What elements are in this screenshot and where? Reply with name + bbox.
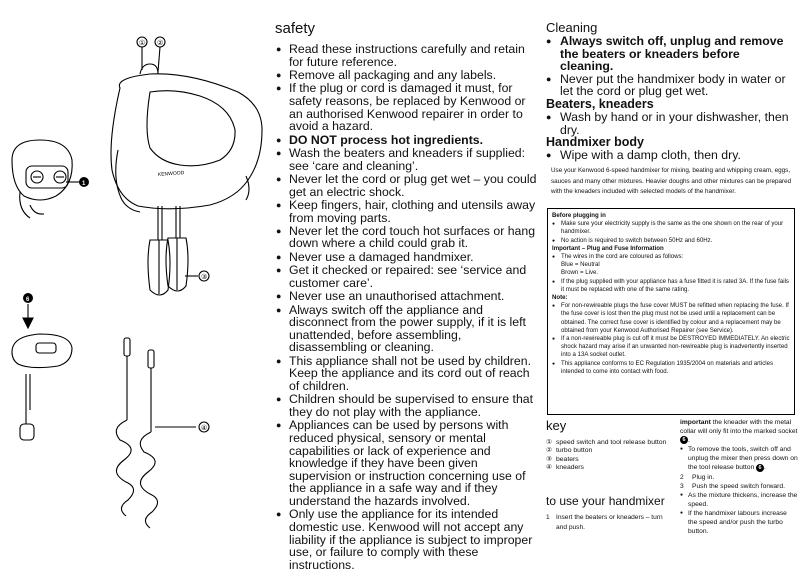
body-item: ● Wipe with a damp cloth, then dry. — [546, 149, 796, 162]
key-number: ② — [546, 447, 553, 455]
important-label: important — [680, 419, 711, 426]
safety-item: ● Never use an unauthorised attachment. — [275, 290, 537, 303]
before-heading: Before plugging in — [552, 212, 606, 219]
note-item: ● For non-rewireable plugs the fuse cover MUST be refitted when replacing the fuse. If the fuse cover is lost then the plug must not be used until a replacement can be obtained. The correct fuse cover is identified by colour and a replacement may be obtained from your Kenwood Authorised Repairer (see Service). — [552, 302, 790, 335]
safety-list — [275, 43, 537, 571]
important-text: the kneader with the metal collar will only fit into the marked socket — [680, 419, 798, 436]
safety-item: ● Only use the appliance for its intended domestic use. Kenwood will not accept any liability if the appliance is subject to improper use, or failure to comply with these instructions. — [275, 508, 537, 571]
key-text: beaters — [556, 455, 579, 463]
cleaning-item: ● Never put the handmixer body in water or let the cord or plug get wet. — [546, 73, 796, 98]
key-section — [546, 418, 676, 472]
badge-6: 6 — [26, 297, 30, 303]
use-step-1 — [546, 513, 666, 532]
key-text: kneaders — [556, 463, 584, 471]
body-heading: Handmixer body — [546, 135, 644, 150]
use-instructions-continued — [680, 418, 798, 536]
handmixer-diagram — [0, 0, 270, 571]
safety-item: ● Never use a damaged handmixer. — [275, 251, 537, 264]
product-illustrations — [0, 0, 270, 571]
plug-info-box — [547, 208, 795, 415]
step-number: 1 — [546, 514, 550, 521]
remove-tools-text: To remove the tools, switch off and unplug the mixer then press down on the tool release button — [688, 446, 798, 472]
step-number: 2 — [680, 473, 684, 481]
key-number: ③ — [546, 455, 553, 463]
safety-item: ● Never let the cord touch hot surfaces or hang down where a child could grab it. — [275, 225, 537, 250]
badge-6-icon: 6 — [756, 464, 764, 472]
callout-4: ④ — [201, 425, 208, 432]
safety-item: ● If the plug or cord is damaged it must, for safety reasons, be replaced by Kenwood or an authorised Kenwood repairer in order to avoid a hazard. — [275, 82, 537, 132]
safety-item: ● Children should be supervised to ensure that they do not play with the appliance. — [275, 393, 537, 418]
key-item — [546, 456, 676, 464]
badge-1: 1 — [82, 181, 86, 187]
callout-1: ① — [139, 40, 146, 47]
important-heading: Important – Plug and Fuse Information — [552, 244, 664, 252]
callout-3: ③ — [201, 274, 208, 281]
important-item: ● If the plug supplied with your appliance has a fuse fitted it is rated 3A. If the fuse fails it must be replaced with one of the same rating. — [552, 278, 790, 294]
safety-item: ● Read these instructions carefully and retain for future reference. — [275, 43, 537, 68]
safety-section — [275, 20, 537, 571]
wire-blue: Blue = Neutral — [561, 261, 600, 269]
step-number: 3 — [680, 482, 684, 490]
beaters-item: ● Wash by hand or in your dishwasher, then dry. — [546, 111, 796, 136]
note-heading: Note: — [552, 294, 568, 302]
before-item: ● Make sure your electricity supply is the same as the one shown on the rear of your handmixer. — [552, 220, 790, 236]
brand-label: KENWOOD — [157, 170, 185, 178]
step-3 — [680, 482, 798, 491]
step-2 — [680, 473, 798, 482]
key-number: ④ — [546, 463, 553, 471]
key-title: key — [546, 418, 567, 433]
safety-item: ● Get it checked or repaired: see ‘service and customer care’. — [275, 264, 537, 289]
safety-item: ● Keep fingers, hair, clothing and utensils away from moving parts. — [275, 199, 537, 224]
safety-item: ● Always switch off the appliance and disconnect from the power supply, if it is left unattended, before assembling, disassembling or cleaning. — [275, 304, 537, 354]
intro-paragraph: Use your Kenwood 6-speed handmixer for mixing, beating and whipping cream, eggs, sauces and many other mixtures. Heavier doughs and other mixtures can be prepared with the kneaders included with selected models of the handmixer. — [551, 167, 792, 195]
step-text: Insert the beaters or kneaders – turn and push. — [556, 514, 663, 531]
remove-tools-item: ● To remove the tools, switch off and unplug the mixer then press down on the tool release button 6 . — [680, 445, 798, 472]
safety-item: ● Never let the cord or plug get wet – you could get an electric shock. — [275, 173, 537, 198]
before-item: ● No action is required to switch between 50Hz and 60Hz. — [552, 237, 790, 245]
safety-item: ● Appliances can be used by persons with reduced physical, sensory or mental capabilities or lack of experience and knowledge if they have been given supervision or instruction concerning use of the appliance in a safe way and if they understand the hazards involved. — [275, 419, 537, 507]
note-item: ● This appliance conforms to EC Regulation 1935/2004 on materials and articles intended to come into contact with food. — [552, 360, 790, 376]
key-text: speed switch and tool release button — [556, 439, 667, 446]
turbo-tip: ● If the handmixer labours increase the speed and/or push the turbo button. — [680, 509, 798, 536]
key-item — [546, 439, 676, 447]
cleaning-item: ● Always switch off, unplug and remove the beaters or kneaders before cleaning. — [546, 35, 796, 73]
wire-brown: Brown = Live. — [561, 269, 599, 277]
badge-6-icon: 6 — [680, 436, 688, 444]
safety-item: ● This appliance shall not be used by children. Keep the appliance and its cord out of reach of children. — [275, 355, 537, 393]
step-text: Push the speed switch forward. — [692, 482, 785, 490]
safety-item: ● Wash the beaters and kneaders if supplied: see ‘care and cleaning’. — [275, 147, 537, 172]
important-note: important the kneader with the metal collar will only fit into the marked socket 6 . — [680, 419, 798, 445]
beaters-heading: Beaters, kneaders — [546, 96, 654, 111]
step-text: Plug in. — [692, 473, 715, 481]
safety-item: ● DO NOT process hot ingredients. — [275, 134, 537, 147]
important-item: ● The wires in the cord are coloured as follows: — [552, 253, 790, 261]
key-item — [546, 447, 676, 455]
note-item: ● If a non-rewireable plug is cut off it must be DESTROYED IMMEDIATELY. An electric shock hazard may arise if an unwanted non-rewireable plug is inadvertently inserted into a 13A socket outlet. — [552, 335, 790, 360]
use-title: to use your handmixer — [546, 494, 665, 508]
key-number: ① — [546, 439, 553, 446]
callout-2: ② — [157, 40, 164, 47]
cleaning-title: Cleaning — [546, 20, 598, 35]
key-item — [546, 464, 676, 472]
safety-title: safety — [275, 20, 316, 37]
cleaning-section — [546, 20, 796, 162]
key-text: turbo button — [556, 447, 593, 455]
speed-tip: ● As the mixture thickens, increase the speed. — [680, 491, 798, 509]
safety-item: ● Remove all packaging and any labels. — [275, 69, 537, 82]
